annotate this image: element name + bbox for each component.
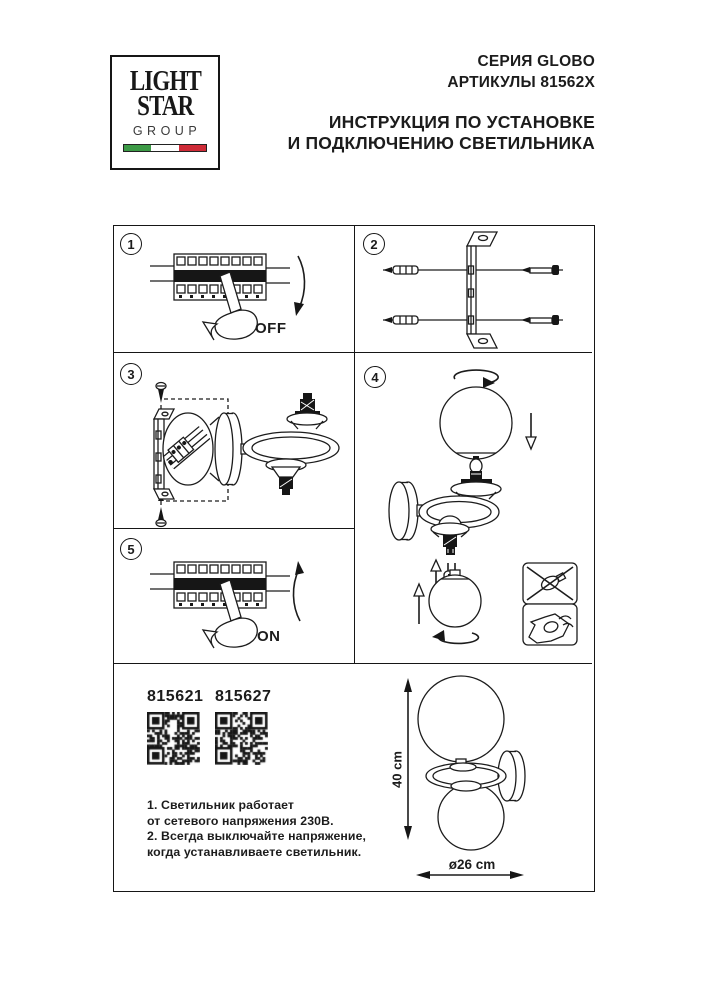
dimensions-drawing	[114, 664, 592, 890]
use-cloth-icon	[523, 604, 577, 645]
on-label: ON	[257, 628, 281, 645]
step-2-panel	[355, 226, 592, 353]
step-4-badge: 4	[364, 366, 386, 388]
flag-red	[179, 145, 206, 151]
rotate-arrow-top-icon	[454, 370, 498, 388]
bracket-mounting-illustration	[355, 226, 592, 353]
lightstar-logo	[110, 55, 220, 170]
logo-word-light: LIGHT	[129, 66, 201, 97]
base-fixing-illustration	[114, 353, 355, 529]
note-line: 1. Светильник работает	[147, 798, 295, 812]
article-number-right: 815627	[215, 688, 272, 705]
diameter-dimension-label: ø26 cm	[448, 857, 496, 872]
diameter-dimension-arrow-icon	[416, 871, 524, 879]
flag-green	[124, 145, 151, 151]
header-titles	[288, 51, 595, 154]
wall-lamp-outline-icon	[418, 676, 525, 850]
top-socket-bulb-icon	[451, 456, 501, 499]
logo-word-star: STAR	[136, 91, 194, 122]
switch-down-arrow-icon	[294, 256, 305, 316]
step-1-badge: 1	[120, 233, 142, 255]
step-3-badge: 3	[120, 363, 142, 385]
article-number-left: 815621	[147, 688, 204, 705]
doc-title-line1: ИНСТРУКЦИЯ ПО УСТАНОВКЕ	[328, 112, 595, 132]
screw-bottom-icon	[156, 495, 166, 527]
globe-assembly-illustration	[355, 353, 592, 664]
top-lamp-holder-icon	[287, 393, 327, 429]
italian-flag-stripe	[123, 144, 207, 152]
step-4-panel	[355, 353, 592, 664]
note-line: от сетевого напряжения 230В.	[147, 813, 334, 828]
off-label: OFF	[255, 320, 287, 337]
breaker-off-illustration	[114, 226, 355, 353]
top-globe-icon	[440, 387, 512, 459]
footer-panel	[114, 664, 592, 890]
terminal-detail-icon	[156, 413, 217, 485]
articles-line: АРТИКУЛЫ 81562X	[447, 74, 595, 91]
insert-down-arrow-icon	[526, 413, 536, 449]
mounting-bracket-icon	[467, 232, 497, 348]
note-line: 2. Всегда выключайте напряжение,	[147, 829, 367, 843]
rotate-arrow-bottom-icon	[432, 630, 478, 643]
logo-word-group: GROUP	[132, 124, 202, 138]
height-dimension-arrow-icon	[404, 678, 412, 840]
height-dimension-label: 40 cm	[389, 751, 405, 788]
step-2-badge: 2	[363, 233, 385, 255]
bottom-lamp-holder-icon	[431, 523, 469, 555]
switch-up-arrow-icon	[293, 561, 304, 621]
doc-title-line2: И ПОДКЛЮЧЕНИЮ СВЕТИЛЬНИКА	[287, 133, 595, 153]
step-3-panel	[114, 353, 355, 529]
breaker-on-illustration	[114, 529, 355, 664]
step-5-panel	[114, 529, 355, 664]
flag-white	[151, 145, 178, 151]
insert-up-arrow-big-icon	[414, 584, 424, 624]
steps-grid	[113, 225, 595, 892]
step-5-badge: 5	[120, 538, 142, 560]
warning-no-touch-icon	[523, 563, 577, 604]
series-line: СЕРИЯ GLOBO	[477, 53, 595, 70]
note-line: когда устанавливаете светильник.	[147, 844, 362, 859]
bottom-lamp-holder-icon	[266, 459, 306, 495]
step-1-panel	[114, 226, 355, 353]
